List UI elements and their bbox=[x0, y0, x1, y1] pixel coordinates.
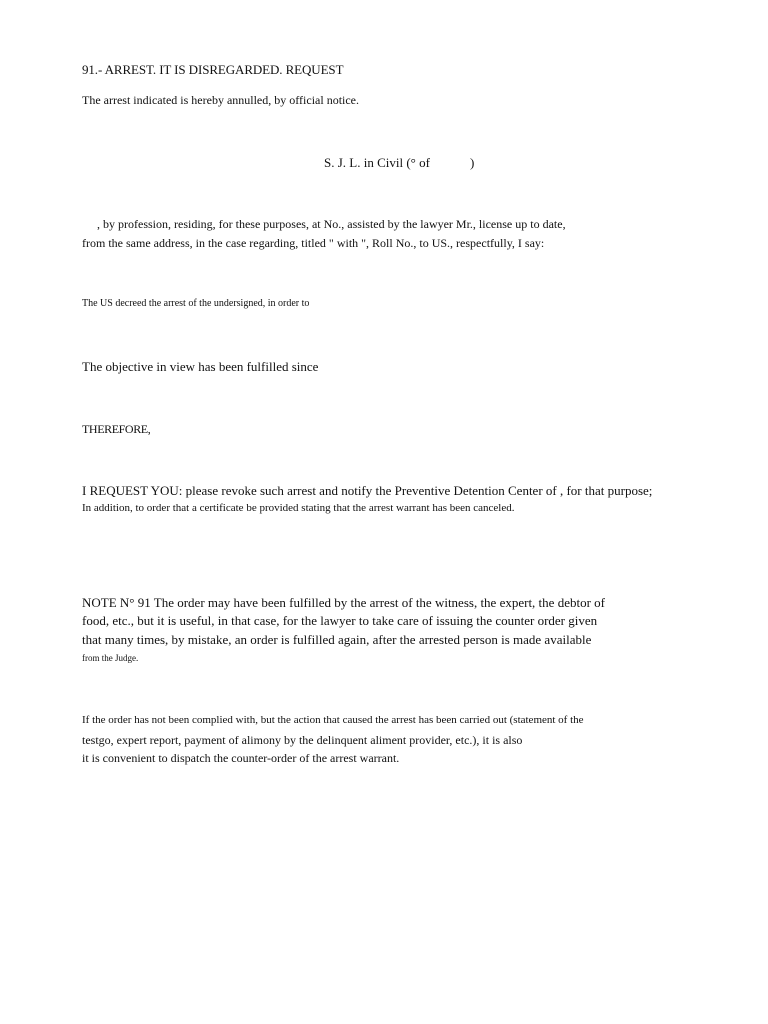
final-line-2: testgo, expert report, payment of alimony by the delinquent aliment provider, etc.), it is also bbox=[82, 733, 523, 747]
note-line-3: that many times, by mistake, an order is fulfilled again, after the arrested person is made available bbox=[82, 632, 592, 647]
court-line-left: S. J. L. in Civil (° of bbox=[324, 155, 430, 170]
objective-line: The objective in view has been fulfilled since bbox=[82, 359, 319, 374]
intro-line: The arrest indicated is hereby annulled, by official notice. bbox=[82, 93, 360, 107]
therefore-line: THEREFORE, bbox=[82, 422, 151, 436]
final-line-1: If the order has not been complied with, but the action that caused the arrest has been carried out (statement of the bbox=[82, 714, 584, 726]
note-line-1: NOTE N° 91 The order may have been fulfilled by the arrest of the witness, the expert, the debtor of bbox=[82, 595, 605, 610]
body-line-1: , by profession, residing, for these purposes, at No., assisted by the lawyer Mr., license up to date, bbox=[97, 217, 566, 231]
note-line-2: food, etc., but it is useful, in that case, for the lawyer to take care of issuing the counter order given bbox=[82, 613, 598, 628]
request-line-2: In addition, to order that a certificate be provided stating that the arrest warrant has been canceled. bbox=[82, 502, 515, 514]
request-line-1: I REQUEST YOU: please revoke such arrest and notify the Preventive Detention Center of , for that purpose; bbox=[82, 483, 653, 498]
court-line-right: ) bbox=[469, 155, 475, 170]
note-line-4: from the Judge. bbox=[82, 653, 139, 663]
decree-line: The US decreed the arrest of the undersigned, in order to bbox=[82, 298, 310, 309]
final-line-3: it is convenient to dispatch the counter-order of the arrest warrant. bbox=[82, 751, 400, 765]
document-heading: 91.- ARREST. IT IS DISREGARDED. REQUEST bbox=[82, 62, 344, 77]
court-line bbox=[324, 155, 474, 171]
body-line-2: from the same address, in the case regarding, titled " with ", Roll No., to US., respectfully, I say: bbox=[82, 236, 545, 250]
